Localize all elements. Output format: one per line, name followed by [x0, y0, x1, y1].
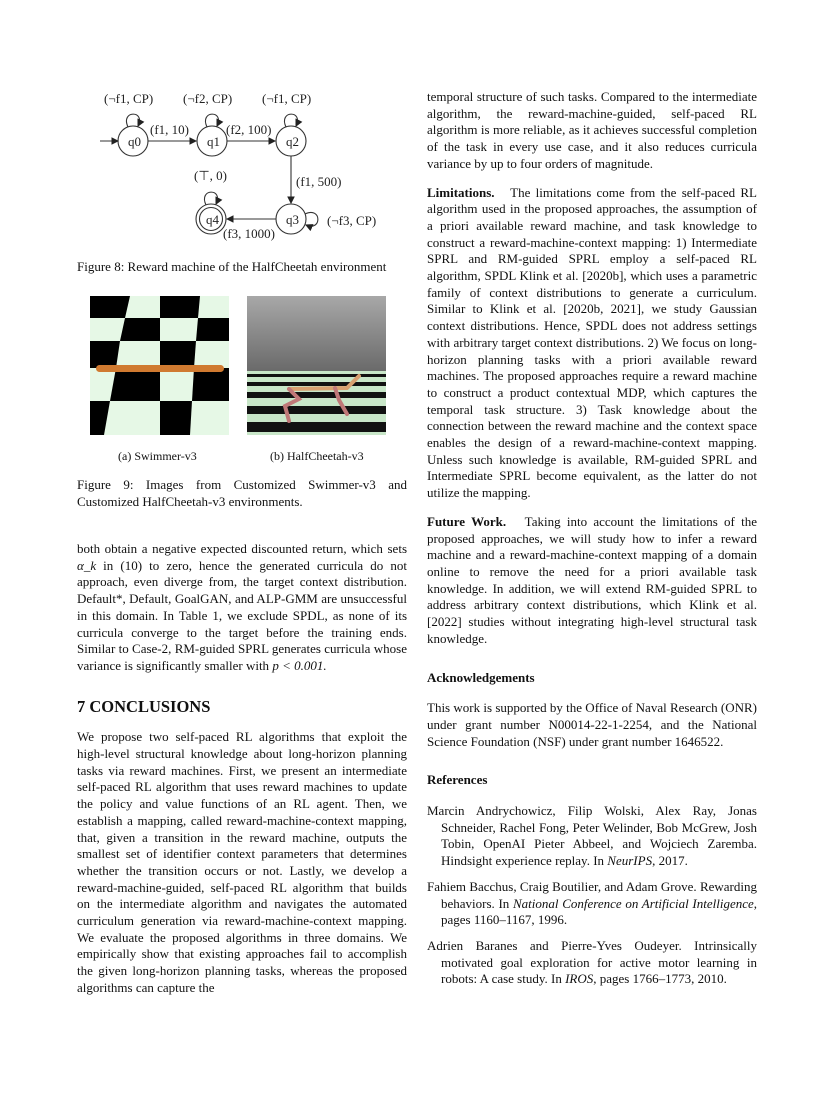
figure-8-caption: Figure 8: Reward machine of the HalfCheetah environment [77, 259, 387, 274]
figure-9-caption: Figure 9: Images from Customized Swimmer-v3 and Customized HalfCheetah-v3 environments. [77, 477, 407, 509]
text: both obtain a negative expected discounted return, which sets [77, 541, 407, 556]
state-q0: q0 [128, 134, 141, 149]
subfigure-a-label: (a) Swimmer-v3 [118, 449, 197, 463]
edge-label: (¬f2, CP) [183, 91, 233, 106]
paragraph-heading: Limitations. [427, 184, 495, 200]
edge-label: (f2, 100) [226, 122, 272, 137]
edge-label: (f1, 10) [150, 122, 189, 137]
paragraph [427, 514, 757, 648]
section-heading: 7 CONCLUSIONS [77, 696, 211, 716]
math: p < 0.001. [272, 657, 327, 673]
edge-label: (¬f1, CP) [262, 91, 312, 106]
paragraph-heading: Future Work. [427, 513, 507, 529]
text: Taking into account the limitations of the proposed approaches, we will study how to infer a reward machine and a reward-machine-context mapping of a domain online to remove the need for a priori available task knowledge. In addition, we will extend RM-guided SPRL to address arbitrary context distributions, which Klink et al. [2022] studies without integrating high-level structural task knowledge. [427, 513, 758, 646]
paragraph [427, 185, 757, 502]
edge-label: (¬f1, CP) [104, 91, 154, 106]
state-q2: q2 [286, 134, 299, 149]
edge-label: (f1, 500) [296, 174, 342, 189]
left-column [77, 541, 407, 997]
edge-label: (⊤, 0) [194, 168, 227, 183]
text: The limitations come from the self-paced RL algorithm used in the proposed approaches, the assumption of a priori available reward machine, and task knowledge to construct a reward-machine-context mapping: 1) Intermediate SPRL and RM-guided SPRL employ a self-paced RL algorithm, SPDL Klink et al. [2020b], which uses a parametric family of context distributions to generate a curriculum. Similar to Klink et al. [2020b, 2021], we study Gaussian context distributions. Hence, SPDL does not address settings with arbitrary target context distributions. 2) We focus on long-horizon planning tasks with a priori available reward machines. The proposed approaches require a reward machine to construct a product contextual MDP, which captures the temporal task structure. 3) Task knowledge about the connection between the reward machine and the context space enables the design of a reward-machine-context mapping. Unless such knowledge is available, RM-guided SPRL and Intermediate SPRL become equivalent, as the latter do not utilize the mapping. [427, 184, 757, 501]
swimmer-image [90, 296, 229, 435]
reference-item: Adrien Baranes and Pierre-Yves Oudeyer. Intrinsically motivated goal exploration for active motor learning in robots: A case study. In IROS, pages 1766–1773, 2010. [427, 937, 757, 987]
state-q4: q4 [206, 212, 219, 227]
subfigure-b-label: (b) HalfCheetah-v3 [270, 449, 364, 463]
edge-label: (f3, 1000) [223, 226, 275, 241]
text: in (10) to zero, hence the generated curricula do not approach, even diverge from, the target context distribution. Default*, Default, GoalGAN, and ALP-GMM are unsuccessful in this domain. In Table 1, we exclude SPDL, as none of its curricula converge to the target before the training ends. Similar to Case-2, RM-guided SPRL generates curricula whose variance is significantly smaller with [77, 557, 407, 673]
state-q1: q1 [207, 134, 220, 149]
paragraph: We propose two self-paced RL algorithms that exploit the high-level structural knowledge about long-horizon planning tasks via reward machines. First, we present an intermediate self-paced RL algorithm that uses reward machines to update the policy and value functions of an RL agent. Then, we establish a mapping, called reward-machine-context mapping, that, given a transition in the reward machine, outputs the smallest set of identifier context parameters that determines whether the transition occurs or not. Lastly, we develop a reward-machine-guided, self-paced RL algorithm that builds on the intermediate algorithm and navigates the automated curriculum generation via reward-machine-context mapping. We evaluate the proposed algorithms in three domains. We empirically show that existing approaches fail to accomplish the given long-horizon planning tasks, whereas the proposed algorithms can capture the [77, 729, 407, 995]
reference-item: Marcin Andrychowicz, Filip Wolski, Alex Ray, Jonas Schneider, Rachel Fong, Peter Welinder, Bob McGrew, Josh Tobin, OpenAI Pieter Abbeel, and Wojciech Zaremba. Hindsight experience replay. In NeurIPS, 2017. [427, 803, 757, 869]
paragraph: This work is supported by the Office of Naval Research (ONR) under grant number N00014-22-1-2254, and the National Science Foundation (NSF) under grant number 1646522. [427, 700, 757, 749]
math: α_k [77, 557, 97, 573]
reference-item: Fahiem Bacchus, Craig Boutilier, and Adam Grove. Rewarding behaviors. In National Conference on Artificial Intelligence, pages 1160–1167, 1996. [427, 878, 757, 928]
paragraph: temporal structure of such tasks. Compared to the intermediate algorithm, the reward-machine-guided, self-paced RL algorithm is more reliable, as it achieves successful completion of the task in every use case, and it also reduces curricula variance by up to four orders of magnitude. [427, 89, 757, 171]
reward-machine-diagram [90, 80, 410, 250]
state-q3: q3 [286, 212, 299, 227]
references-heading: References [427, 772, 488, 788]
right-column [427, 89, 757, 997]
paragraph [77, 541, 407, 675]
edge-label: (¬f3, CP) [327, 213, 377, 228]
halfcheetah-image [247, 296, 386, 435]
acknowledgements-heading: Acknowledgements [427, 669, 535, 685]
